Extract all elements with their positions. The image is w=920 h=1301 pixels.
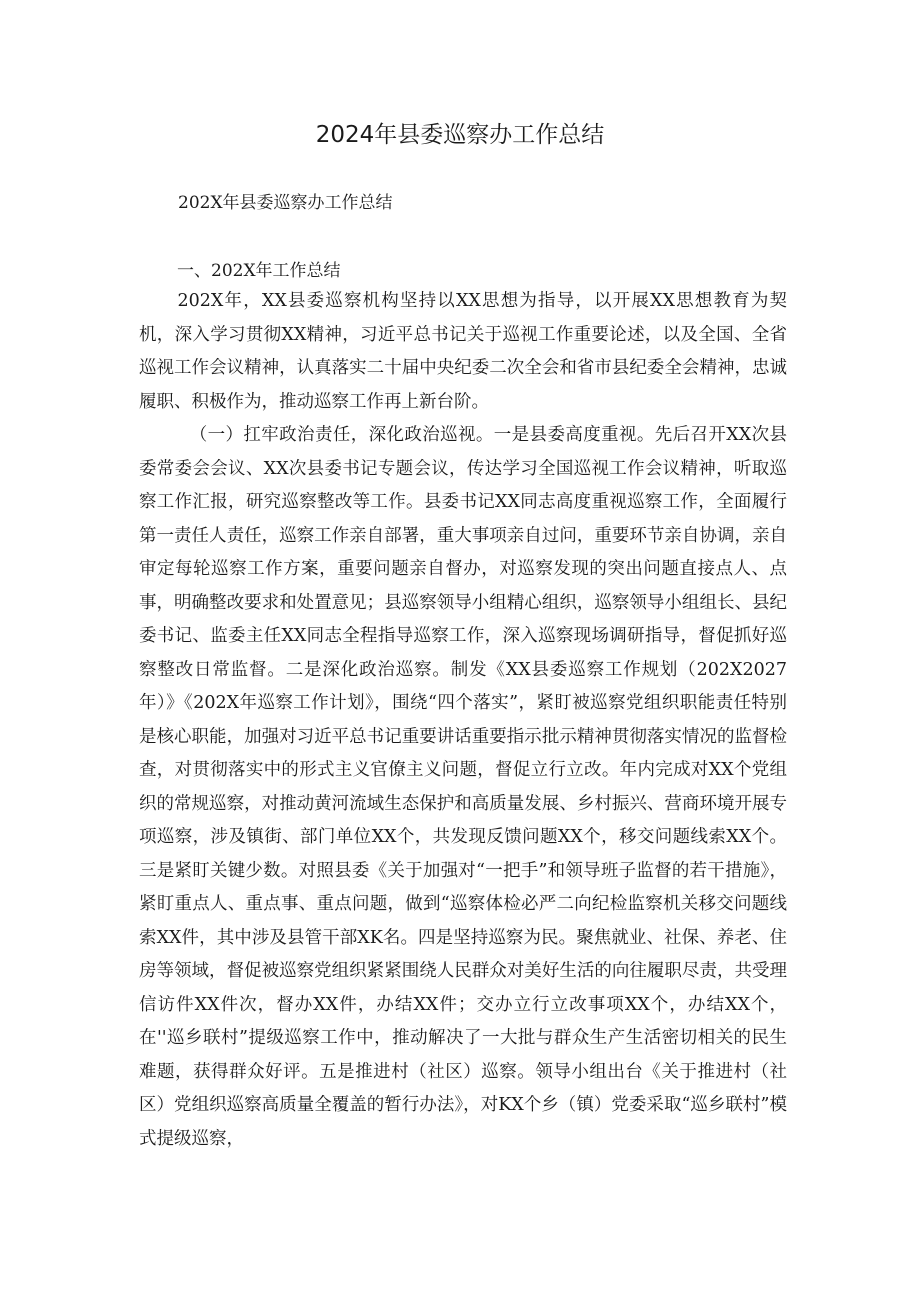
section-heading: 一、202X年工作总结 xyxy=(177,261,341,281)
document-body xyxy=(139,285,787,1156)
paragraph-intro: 202X年，XX县委巡察机构坚持以XX思想为指导，以开展XX思想教育为契机，深入学习贯彻XX精神，习近平总书记关于巡视工作重要论述，以及全国、全省巡视工作会议精神，认真落实二十届中央纪委二次全会和省市县纪委全会精神，忠诚履职、积极作为，推动巡察工作再上新台阶。 xyxy=(139,291,787,412)
document-subtitle: 202X年县委巡察办工作总结 xyxy=(178,193,393,213)
document-title: 2024年县委巡察办工作总结 xyxy=(315,122,605,148)
paragraph-political-responsibility: （一）扛牢政治责任，深化政治巡视。一是县委高度重视。先后召开XX次县委常委会会议、XX次县委书记专题会议，传达学习全国巡视工作会议精神，听取巡察工作汇报，研究巡察整改等工作。县委书记XX同志高度重视巡察工作，全面履行第一责任人责任，巡察工作亲自部署，重大事项亲自过问，重要环节亲自协调，亲自审定每轮巡察工作方案，重要问题亲自督办，对巡察发现的突出问题直接点人、点事，明确整改要求和处置意见；县巡察领导小组精心组织，巡察领导小组组长、县纪委书记、监委主任XX同志全程指导巡察工作，深入巡察现场调研指导，督促抓好巡察整改日常监督。二是深化政治巡察。制发《XX县委巡察工作规划（202X2027年）》《202X年巡察工作计划》，围绕“四个落实”，紧盯被巡察党组织职能责任特别是核心职能，加强对习近平总书记重要讲话重要指示批示精神贯彻落实情况的监督检查，对贯彻落实中的形式主义官僚主义问题，督促立行立改。年内完成对XX个党组织的常规巡察，对推动黄河流域生态保护和高质量发展、乡村振兴、营商环境开展专项巡察，涉及镇街、部门单位XX个，共发现反馈问题XX个，移交问题线索XX个。三是紧盯关键少数。对照县委《关于加强对“一把手”和领导班子监督的若干措施》，紧盯重点人、重点事、重点问题，做到“巡察体检必严二向纪检监察机关移交问题线索XX件，其中涉及县管干部XK名。四是坚持巡察为民。聚焦就业、社保、养老、住房等领域，督促被巡察党组织紧紧围绕人民群众对美好生活的向往履职尽责，共受理信访件XX件次，督办XX件，办结XX件；交办立行立改事项XX个，办结XX个，在''巡乡联村”提级巡察工作中，推动解决了一大批与群众生产生活密切相关的民生难题，获得群众好评。五是推进村（社区）巡察。领导小组出台《关于推进村（社区）党组织巡察高质量全覆盖的暂行办法》，对KX个乡（镇）党委采取“巡乡联村”模式提级巡察， xyxy=(139,425,787,1149)
